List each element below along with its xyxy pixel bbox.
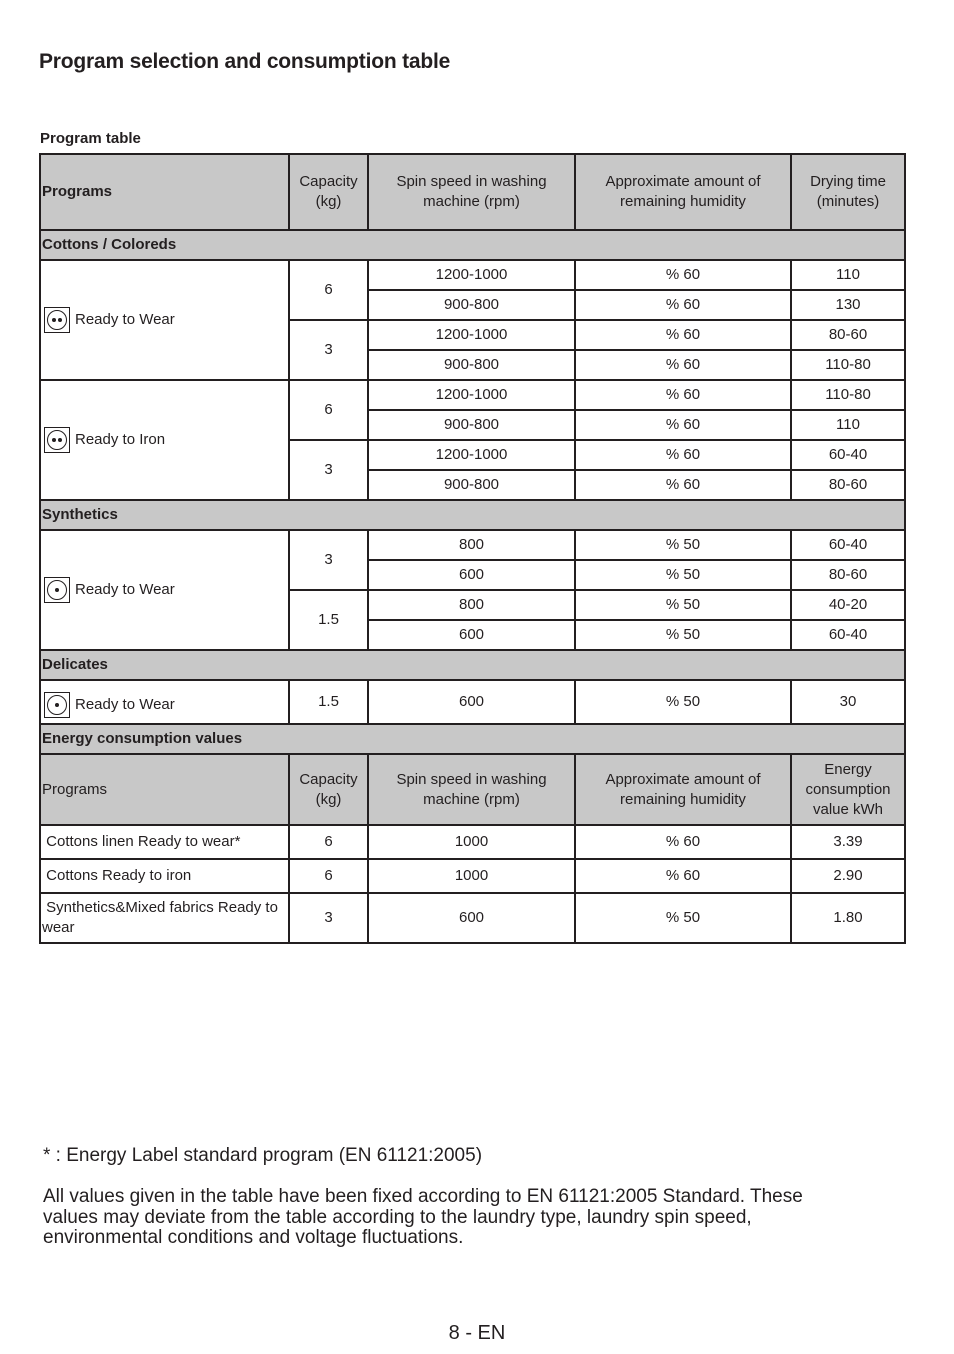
spin-speed-cell: 600: [368, 893, 575, 943]
table-row: [40, 260, 905, 290]
header-humidity: Approximate amount of remaining humidity: [575, 154, 791, 230]
capacity-cell: 3: [289, 530, 368, 590]
spin-speed-cell: 1000: [368, 859, 575, 893]
humidity-cell: % 50: [575, 530, 791, 560]
humidity-cell: % 60: [575, 440, 791, 470]
spin-speed-cell: 800: [368, 530, 575, 560]
humidity-cell: % 60: [575, 859, 791, 893]
humidity-cell: % 50: [575, 680, 791, 724]
spin-speed-cell: 1200-1000: [368, 380, 575, 410]
humidity-cell: % 60: [575, 470, 791, 500]
spin-speed-cell: 600: [368, 620, 575, 650]
header-spin-speed: Spin speed in washing machine (rpm): [368, 154, 575, 230]
humidity-cell: % 60: [575, 380, 791, 410]
section-row: [40, 230, 905, 260]
energy-program-cell: Synthetics&Mixed fabrics Ready to wear: [40, 893, 289, 943]
disclaimer: All values given in the table have been fixed according to EN 61121:2005 Standard. These values may deviate from the table according to the laundry type, laundry spin speed, environmental conditions and voltage fluctuations.: [43, 1186, 803, 1248]
drying-time-cell: 30: [791, 680, 905, 724]
drying-time-cell: 80-60: [791, 560, 905, 590]
humidity-cell: % 50: [575, 560, 791, 590]
header-energy-value: Energy consumption value kWh: [791, 754, 905, 825]
drying-time-cell: 110-80: [791, 380, 905, 410]
section-row: [40, 650, 905, 680]
spin-speed-cell: 900-800: [368, 410, 575, 440]
two-dot-drying-icon: [44, 307, 70, 333]
drying-time-cell: 80-60: [791, 320, 905, 350]
drying-time-cell: 110-80: [791, 350, 905, 380]
section-title: Energy consumption values: [40, 724, 905, 754]
capacity-cell: 1.5: [289, 590, 368, 650]
capacity-cell: 3: [289, 320, 368, 380]
header-humidity: Approximate amount of remaining humidity: [575, 754, 791, 825]
program-table-header: [40, 154, 905, 230]
drying-time-cell: 130: [791, 290, 905, 320]
section-row: [40, 500, 905, 530]
page-title: Program selection and consumption table: [39, 50, 451, 73]
section-title: Cottons / Coloreds: [40, 230, 905, 260]
spin-speed-cell: 600: [368, 680, 575, 724]
header-programs: Programs: [40, 154, 289, 230]
one-dot-drying-icon: [44, 692, 70, 718]
spin-speed-cell: 1200-1000: [368, 440, 575, 470]
drying-time-cell: 110: [791, 410, 905, 440]
drying-time-cell: 40-20: [791, 590, 905, 620]
spin-speed-cell: 900-800: [368, 290, 575, 320]
program-table: [39, 153, 906, 944]
energy-table-header: [40, 754, 905, 825]
humidity-cell: % 60: [575, 825, 791, 859]
spin-speed-cell: 1000: [368, 825, 575, 859]
capacity-cell: 3: [289, 893, 368, 943]
spin-speed-cell: 1200-1000: [368, 320, 575, 350]
two-dot-drying-icon: [44, 427, 70, 453]
drying-time-cell: 110: [791, 260, 905, 290]
program-name: Ready to Wear: [75, 695, 175, 713]
header-programs: Programs: [40, 754, 289, 825]
spin-speed-cell: 1200-1000: [368, 260, 575, 290]
energy-program-cell: Cottons Ready to iron: [40, 859, 289, 893]
humidity-cell: % 60: [575, 350, 791, 380]
energy-program-cell: Cottons linen Ready to wear*: [40, 825, 289, 859]
table-row: [40, 380, 905, 410]
table-row: [40, 530, 905, 560]
section-title: Synthetics: [40, 500, 905, 530]
table-row: [40, 825, 905, 859]
program-name: Ready to Wear: [75, 310, 175, 328]
capacity-cell: 6: [289, 380, 368, 440]
header-spin-speed: Spin speed in washing machine (rpm): [368, 754, 575, 825]
section-title: Delicates: [40, 650, 905, 680]
one-dot-drying-icon: [44, 577, 70, 603]
humidity-cell: % 60: [575, 320, 791, 350]
spin-speed-cell: 900-800: [368, 350, 575, 380]
table-row: [40, 893, 905, 943]
humidity-cell: % 60: [575, 290, 791, 320]
capacity-cell: 6: [289, 859, 368, 893]
drying-time-cell: 60-40: [791, 620, 905, 650]
humidity-cell: % 60: [575, 410, 791, 440]
spin-speed-cell: 800: [368, 590, 575, 620]
header-capacity: Capacity (kg): [289, 154, 368, 230]
table-row: [40, 859, 905, 893]
humidity-cell: % 50: [575, 893, 791, 943]
header-drying-time: Drying time (minutes): [791, 154, 905, 230]
capacity-cell: 6: [289, 260, 368, 320]
program-cell: [40, 380, 289, 500]
table-caption: Program table: [40, 130, 141, 147]
humidity-cell: % 50: [575, 620, 791, 650]
table-row: [40, 680, 905, 724]
program-cell: [40, 260, 289, 380]
footnote: * : Energy Label standard program (EN 61121:2005): [43, 1145, 483, 1166]
energy-value-cell: 1.80: [791, 893, 905, 943]
section-row: [40, 724, 905, 754]
drying-time-cell: 60-40: [791, 440, 905, 470]
program-name: Ready to Iron: [75, 430, 166, 448]
capacity-cell: 6: [289, 825, 368, 859]
drying-time-cell: 60-40: [791, 530, 905, 560]
spin-speed-cell: 900-800: [368, 470, 575, 500]
program-name: Ready to Wear: [75, 580, 175, 598]
energy-value-cell: 3.39: [791, 825, 905, 859]
capacity-cell: 1.5: [289, 680, 368, 724]
energy-value-cell: 2.90: [791, 859, 905, 893]
humidity-cell: % 60: [575, 260, 791, 290]
program-cell: [40, 680, 289, 724]
header-capacity: Capacity (kg): [289, 754, 368, 825]
program-cell: [40, 530, 289, 650]
humidity-cell: % 50: [575, 590, 791, 620]
drying-time-cell: 80-60: [791, 470, 905, 500]
capacity-cell: 3: [289, 440, 368, 500]
spin-speed-cell: 600: [368, 560, 575, 590]
page-number: 8 - EN: [448, 1322, 506, 1344]
